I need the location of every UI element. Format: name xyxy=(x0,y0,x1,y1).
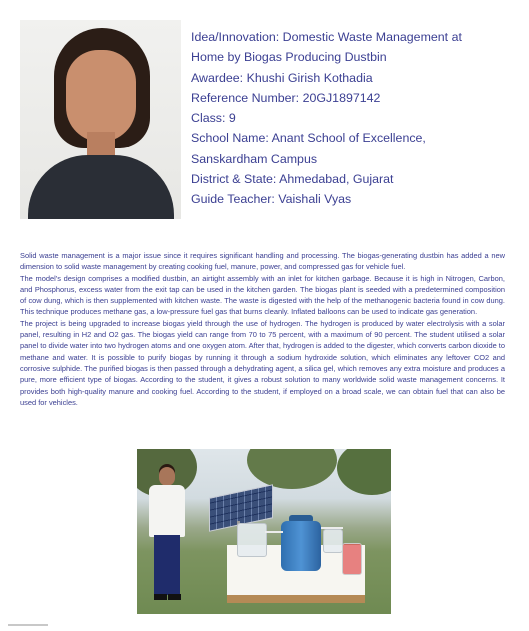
student-shoe xyxy=(154,594,167,600)
tree-foliage xyxy=(337,449,391,495)
project-description xyxy=(20,250,505,408)
student-shirt xyxy=(149,485,185,537)
school-name-line-1: School Name: Anant School of Excellence, xyxy=(191,131,426,146)
silica-gel-bottle xyxy=(342,543,362,575)
idea-title-line-2: Home by Biogas Producing Dustbin xyxy=(191,50,387,65)
reference-number: Reference Number: 20GJ1897142 xyxy=(191,90,381,105)
student-shoe xyxy=(168,594,181,600)
description-paragraph-2: The model's design comprises a modified dustbin, an airtight assembly with an inlet for kitchen garbage. Because it is high in Nitrogen, Carbon, and Phosphorus, excess water from the exit tap can be used in the kitchen garden. The biogas plant is seeded with a predetermined composition of cow dung, which is then supplemented with kitchen waste. The waste is digested with the help of the methanogenic bacteria found in cow dung. This technique produces methane gas, a low-pressure fuel gas that burns cleanly. Inflated balloons can be used to indicate gas generation. xyxy=(20,273,505,317)
awardee-portrait-photo xyxy=(20,20,181,219)
project-model-photo xyxy=(137,449,391,614)
class-label: Class: 9 xyxy=(191,111,236,126)
portrait-shirt xyxy=(28,155,174,219)
idea-title-line-1: Idea/Innovation: Domestic Waste Management at xyxy=(191,30,462,44)
biogas-dustbin-drum xyxy=(281,521,321,571)
district-state: District & State: Ahmedabad, Gujarat xyxy=(191,172,394,187)
awardee-name: Awardee: Khushi Girish Kothadia xyxy=(191,70,373,85)
award-info-block xyxy=(191,27,521,210)
tree-foliage xyxy=(247,449,337,489)
gas-purifier-jar xyxy=(323,529,343,553)
school-name-line-2: Sanskardham Campus xyxy=(191,151,318,166)
guide-teacher: Guide Teacher: Vaishali Vyas xyxy=(191,192,352,207)
description-paragraph-3: The project is being upgraded to increase biogas yield through the use of hydrogen. The hydrogen is produced by water electrolysis with a solar panel, resulting in H2 and O2 gas. The biogas yield can range from 70 to 75 percent, with a maximum of 90 percent. The student utilised a solar panel to divide water into two hydrogen atoms and one oxygen atom. After that, hydrogen is added to the digester, which converts carbon dioxide to methane and water. It is possible to purify biogas by running it through a sodium hydroxide solution, which eliminates any leftover CO2 and corrosive sulphide. The purified biogas is then passed through a dehydrating agent, a silica gel, which removes any extra moisture and produces a pure, more efficient type of biogas. According to the student, it gives a robust solution to many worldwide solid waste management concerns. It provides both high-quality manure and cooking fuel. According to the student, if employed on a broad scale, we can obtain fuel that can also be used for vehicles. xyxy=(20,318,505,407)
portrait-face xyxy=(66,50,136,142)
footer-rule xyxy=(8,624,48,626)
student-pants xyxy=(154,535,180,595)
description-paragraph-1: Solid waste management is a major issue since it requires significant handling and processing. The biogas-generating dustbin has added a new dimension to solid waste management by creating cooking fuel, manure, power, and compressed gas for vehicle fuel. xyxy=(20,251,505,272)
electrolysis-jar xyxy=(237,523,267,557)
student-head xyxy=(159,467,175,486)
gas-pipe xyxy=(321,527,343,529)
gas-pipe xyxy=(265,531,283,533)
